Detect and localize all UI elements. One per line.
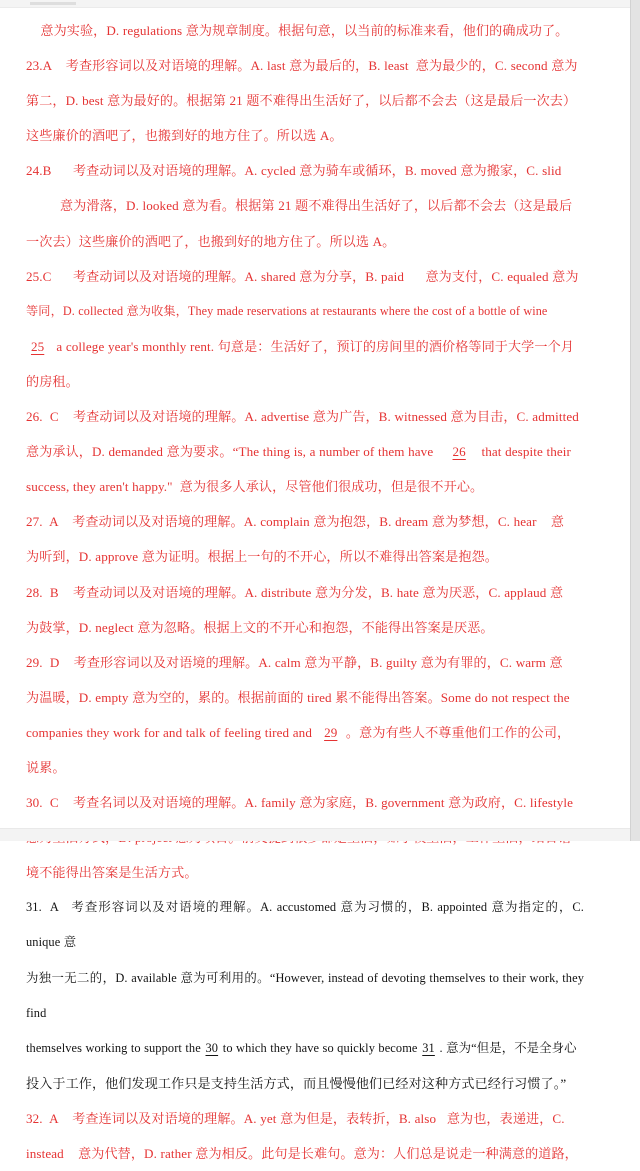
- paragraph-31-line3-mid: to which they have so quickly become: [222, 1040, 418, 1055]
- document-text-body: [0, 7, 608, 1161]
- blank-slot-29: 29: [324, 724, 338, 740]
- paragraph-25-line3-text: a college year's monthly rent. 句意是：生活好了，预订的房间里的酒价格等同于大学一个月: [49, 338, 574, 354]
- paragraph-27-line2: 为听到，D. approve 意为证明。根据上一句的不开心，所以不难得出答案是抱怨。: [26, 549, 498, 565]
- paragraph-29-line1: 29. D 考查形容词以及对语境的理解。A. calm 意为平静，B. guilty 意为有罪的，C. warm 意: [26, 654, 563, 670]
- paragraph-25-line4: 的房租。: [26, 373, 79, 389]
- blank-slot-25: 25: [30, 338, 45, 354]
- paragraph-25-line3: [26, 329, 584, 364]
- paragraph-26-line3: success, they aren't happy." 意为很多人承认，尽管他们很成功，但是很不开心。: [26, 479, 484, 495]
- paragraph-26-line1: 26. C 考查动词以及对语境的理解。A. advertise 意为广告，B. witnessed 意为目击，C. admitted: [26, 409, 579, 425]
- paragraph-29-line3-before: companies they work for and talk of feeling tired and: [26, 724, 320, 740]
- paragraph-32-line1: 32. A 考查连词以及对语境的理解。A. yet 意为但是，表转折，B. also 意为也，表递进，C.: [26, 1110, 565, 1126]
- paragraph-29-line3-after: 。意为有些人不尊重他们工作的公司，: [342, 724, 571, 740]
- paragraph-30-line1: 30. C 考查名词以及对语境的理解。A. family 意为家庭，B. government 意为政府，C. lifestyle: [26, 795, 574, 811]
- paragraph-31-line3-before: themselves working to support the: [26, 1040, 201, 1055]
- paragraph-30-line3: 境不能得出答案是生活方式。: [26, 865, 198, 881]
- paragraph-29-line3: [26, 715, 584, 750]
- blank-slot-30: 30: [205, 1040, 219, 1055]
- paragraph-22-tail: 意为实验，D. regulations 意为规章制度。根据句意，以当前的标准来看，他们的确成功了。: [40, 23, 569, 38]
- paragraph-23-line2: 第二，D. best 意为最好的。根据第 21 题不难得出生活好了，以后都不会去（这是最后一次去）: [26, 93, 577, 109]
- paragraph-26-line2-before: 意为承认，D. demanded 意为要求。“The thing is, a number of them have: [26, 444, 448, 460]
- paragraph-31-line2: 为独一无二的，D. available 意为可利用的。“However, instead of devoting themselves to their work, they find: [26, 970, 588, 1020]
- paragraph-27-line1: 27. A 考查动词以及对语境的理解。A. complain 意为抱怨，B. dream 意为梦想，C. hear 意: [26, 514, 565, 530]
- page-right-edge-scrollbar[interactable]: [630, 0, 640, 841]
- paragraph-29-line4: 说累。: [26, 759, 66, 775]
- paragraph-31-line3-after: . 意为“但是，不是全身心: [439, 1040, 577, 1055]
- paragraph-31-line4: 投入于工作，他们发现工作只是支持生活方式，而且慢慢他们已经对这种方式已经行习惯了。”: [26, 1075, 567, 1091]
- paragraph-29-line2: 为温暖，D. empty 意为空的，累的。根据前面的 tired 累不能得出答案。Some do not respect the: [26, 689, 570, 705]
- paragraph-24-line1: 24.B 考查动词以及对语境的理解。A. cycled 意为骑车或循环，B. moved 意为搬家，C. slid: [26, 163, 562, 179]
- paragraph-26-line2-after: that despite their: [470, 444, 571, 460]
- page-top-nick: [30, 2, 76, 5]
- paragraph-31-line1: 31. A 考查形容词以及对语境的理解。A. accustomed 意为习惯的，B. appointed 意为指定的，C. unique 意: [26, 900, 588, 950]
- paragraph-26-line2: [26, 434, 584, 469]
- paragraph-24-line3: 一次去）这些廉价的酒吧了，也搬到好的地方住了。所以选 A。: [26, 233, 396, 249]
- page-bottom-edge: [0, 828, 640, 841]
- paragraph-25-line2: 等同，D. collected 意为收集，They made reservations at restaurants where the cost of a bottle of wine: [26, 303, 548, 318]
- paragraph-23-line1: 23.A 考查形容词以及对语境的理解。A. last 意为最后的，B. least 意为最少的，C. second 意为: [26, 58, 578, 74]
- paragraph-24-line2: 意为滑落，D. looked 意为看。根据第 21 题不难得出生活好了，以后都不会去（这是最后: [60, 198, 573, 214]
- paragraph-32-line2: instead 意为代替，D. rather 意为相反。此句是长难句。意为：人们总是说走一种满意的道路，: [26, 1146, 578, 1161]
- paragraph-28-line2: 为鼓掌，D. neglect 意为忽略。根据上文的不开心和抱怨，不能得出答案是厌恶。: [26, 619, 494, 635]
- blank-slot-31: 31: [422, 1040, 435, 1055]
- paragraph-23-line3: 这些廉价的酒吧了，也搬到好的地方住了。所以选 A。: [26, 128, 343, 144]
- paragraph-31-line3: [26, 1031, 584, 1066]
- blank-slot-26: 26: [452, 444, 466, 460]
- paragraph-25-line1: 25.C 考查动词以及对语境的理解。A. shared 意为分享，B. paid 意为支付，C. equaled 意为: [26, 268, 579, 284]
- paragraph-28-line1: 28. B 考查动词以及对语境的理解。A. distribute 意为分发，B. hate 意为厌恶，C. applaud 意: [26, 584, 564, 600]
